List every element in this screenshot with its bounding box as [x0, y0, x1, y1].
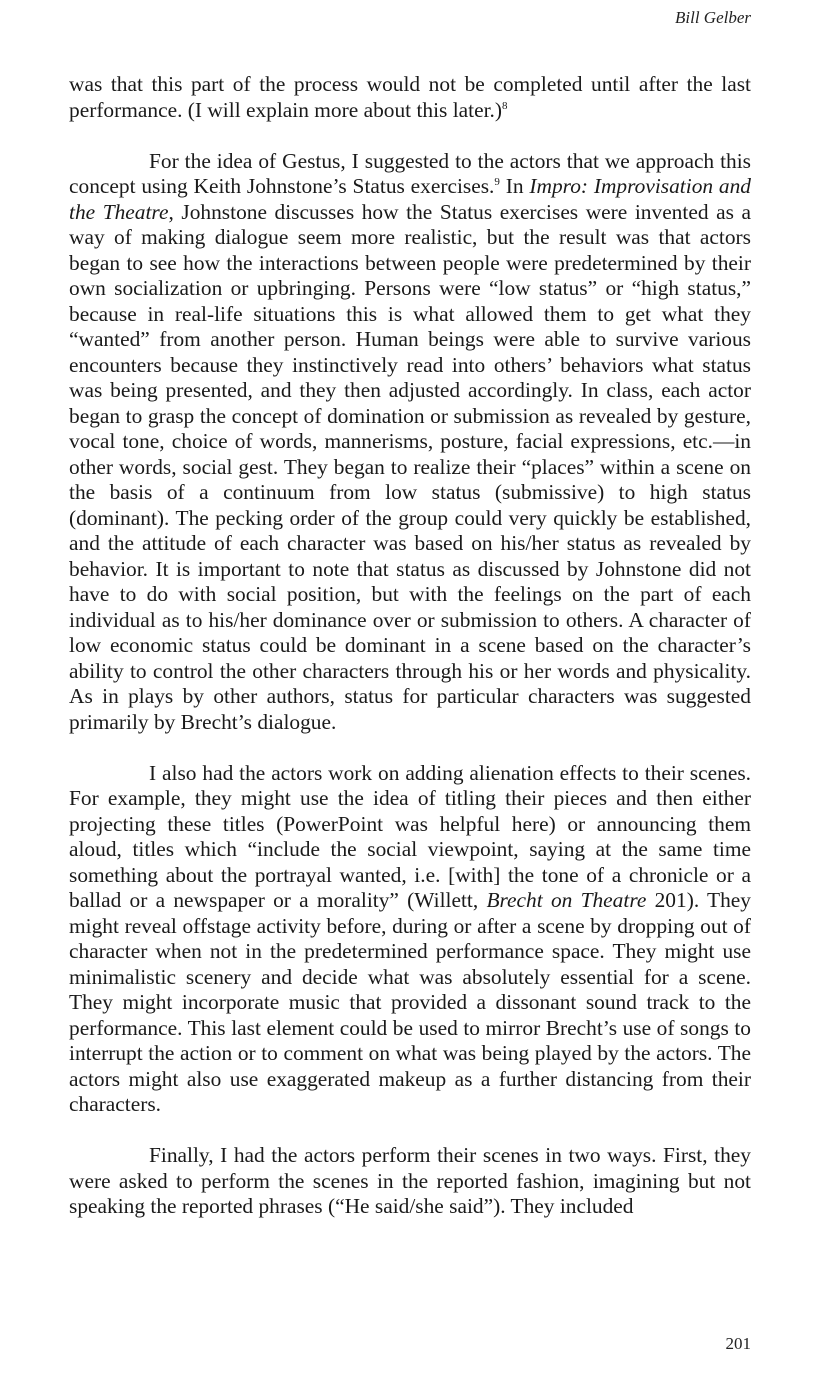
paragraph-4-text: Finally, I had the actors perform their scenes in two ways. First, they were asked to perform the scenes in the reported fashion, imagining but not speaking the reported phrases (“He said/she said”). They included — [69, 1143, 751, 1218]
paragraph-2-text-b: In — [499, 174, 530, 198]
paragraph-1-text: was that this part of the process would not be completed until after the last performance. (I will explain more about this later.) — [69, 72, 751, 122]
book-title-brecht-on-theatre: Brecht on Theatre — [486, 888, 647, 912]
page-number: 201 — [725, 1334, 751, 1353]
paragraph-3-text-a: I also had the actors work on adding alienation effects to their scenes. For example, they might use the idea of titling their pieces and then either projecting these titles (PowerPoint was helpful here) or announcing them aloud, titles which “include the social viewpoint, saying at the same time something about the portrayal wanted, i.e. [with] the tone of a chronicle or a ballad or a newspaper or a morality” (Willett, — [69, 760, 751, 912]
paragraph-3-text-b: 201). They might reveal offstage activity before, during or after a scene by dropping out of character when not in the predetermined performance space. They might use minimalistic scenery and decide what was absolutely essential for a scene. They might incorporate music that provided a dissonant sound track to the performance. This last element could be used to mirror Brecht’s use of songs to interrupt the action or to comment on what was being played by the actors. The actors might also use exaggerated makeup as a further distancing from their characters. — [69, 888, 751, 1116]
paragraph-2 — [69, 149, 751, 736]
paragraph-3 — [69, 761, 751, 1118]
paragraph-1 — [69, 72, 751, 123]
paragraph-4 — [69, 1143, 751, 1220]
footnote-ref-8: 8 — [502, 99, 508, 112]
body-text — [69, 72, 751, 1245]
paragraph-2-text-a: For the idea of Gestus, I suggested to the actors that we approach this concept using Keith Johnstone’s Status exercises. — [69, 148, 751, 198]
book-title-impro: Impro: Improvisation and the Theatre — [69, 174, 751, 224]
paragraph-2-text-c: , Johnstone discusses how the Status exercises were invented as a way of making dialogue seem more realistic, but the result was that actors began to see how the interactions between people were predetermined by their own socialization or upbringing. Persons were “low status” or “high status,” because in real-life situations this is what allowed them to get what they “wanted” from another person. Human beings were able to survive various encounters because they instinctively read into others’ behaviors what status was being presented, and they then adjusted accordingly. In class, each actor began to grasp the concept of domination or submission as revealed by gesture, vocal tone, choice of words, mannerisms, posture, facial expressions, etc.—in other words, social gest. They began to realize their “places” within a scene on the basis of a continuum from low status (submissive) to high status (dominant). The pecking order of the group could very quickly be established, and the attitude of each character was based on his/her status as revealed by behavior. It is important to note that status as discussed by Johnstone did not have to do with social position, but with the feelings on the part of each individual as to his/her dominance over or submission to others. A character of low economic status could be dominant in a scene based on the character’s ability to control the other characters through his or her words and physicality. As in plays by other authors, status for particular characters was suggested primarily by Brecht’s dialogue. — [69, 199, 751, 734]
footnote-ref-9: 9 — [494, 175, 500, 188]
running-head-author: Bill Gelber — [674, 8, 751, 27]
